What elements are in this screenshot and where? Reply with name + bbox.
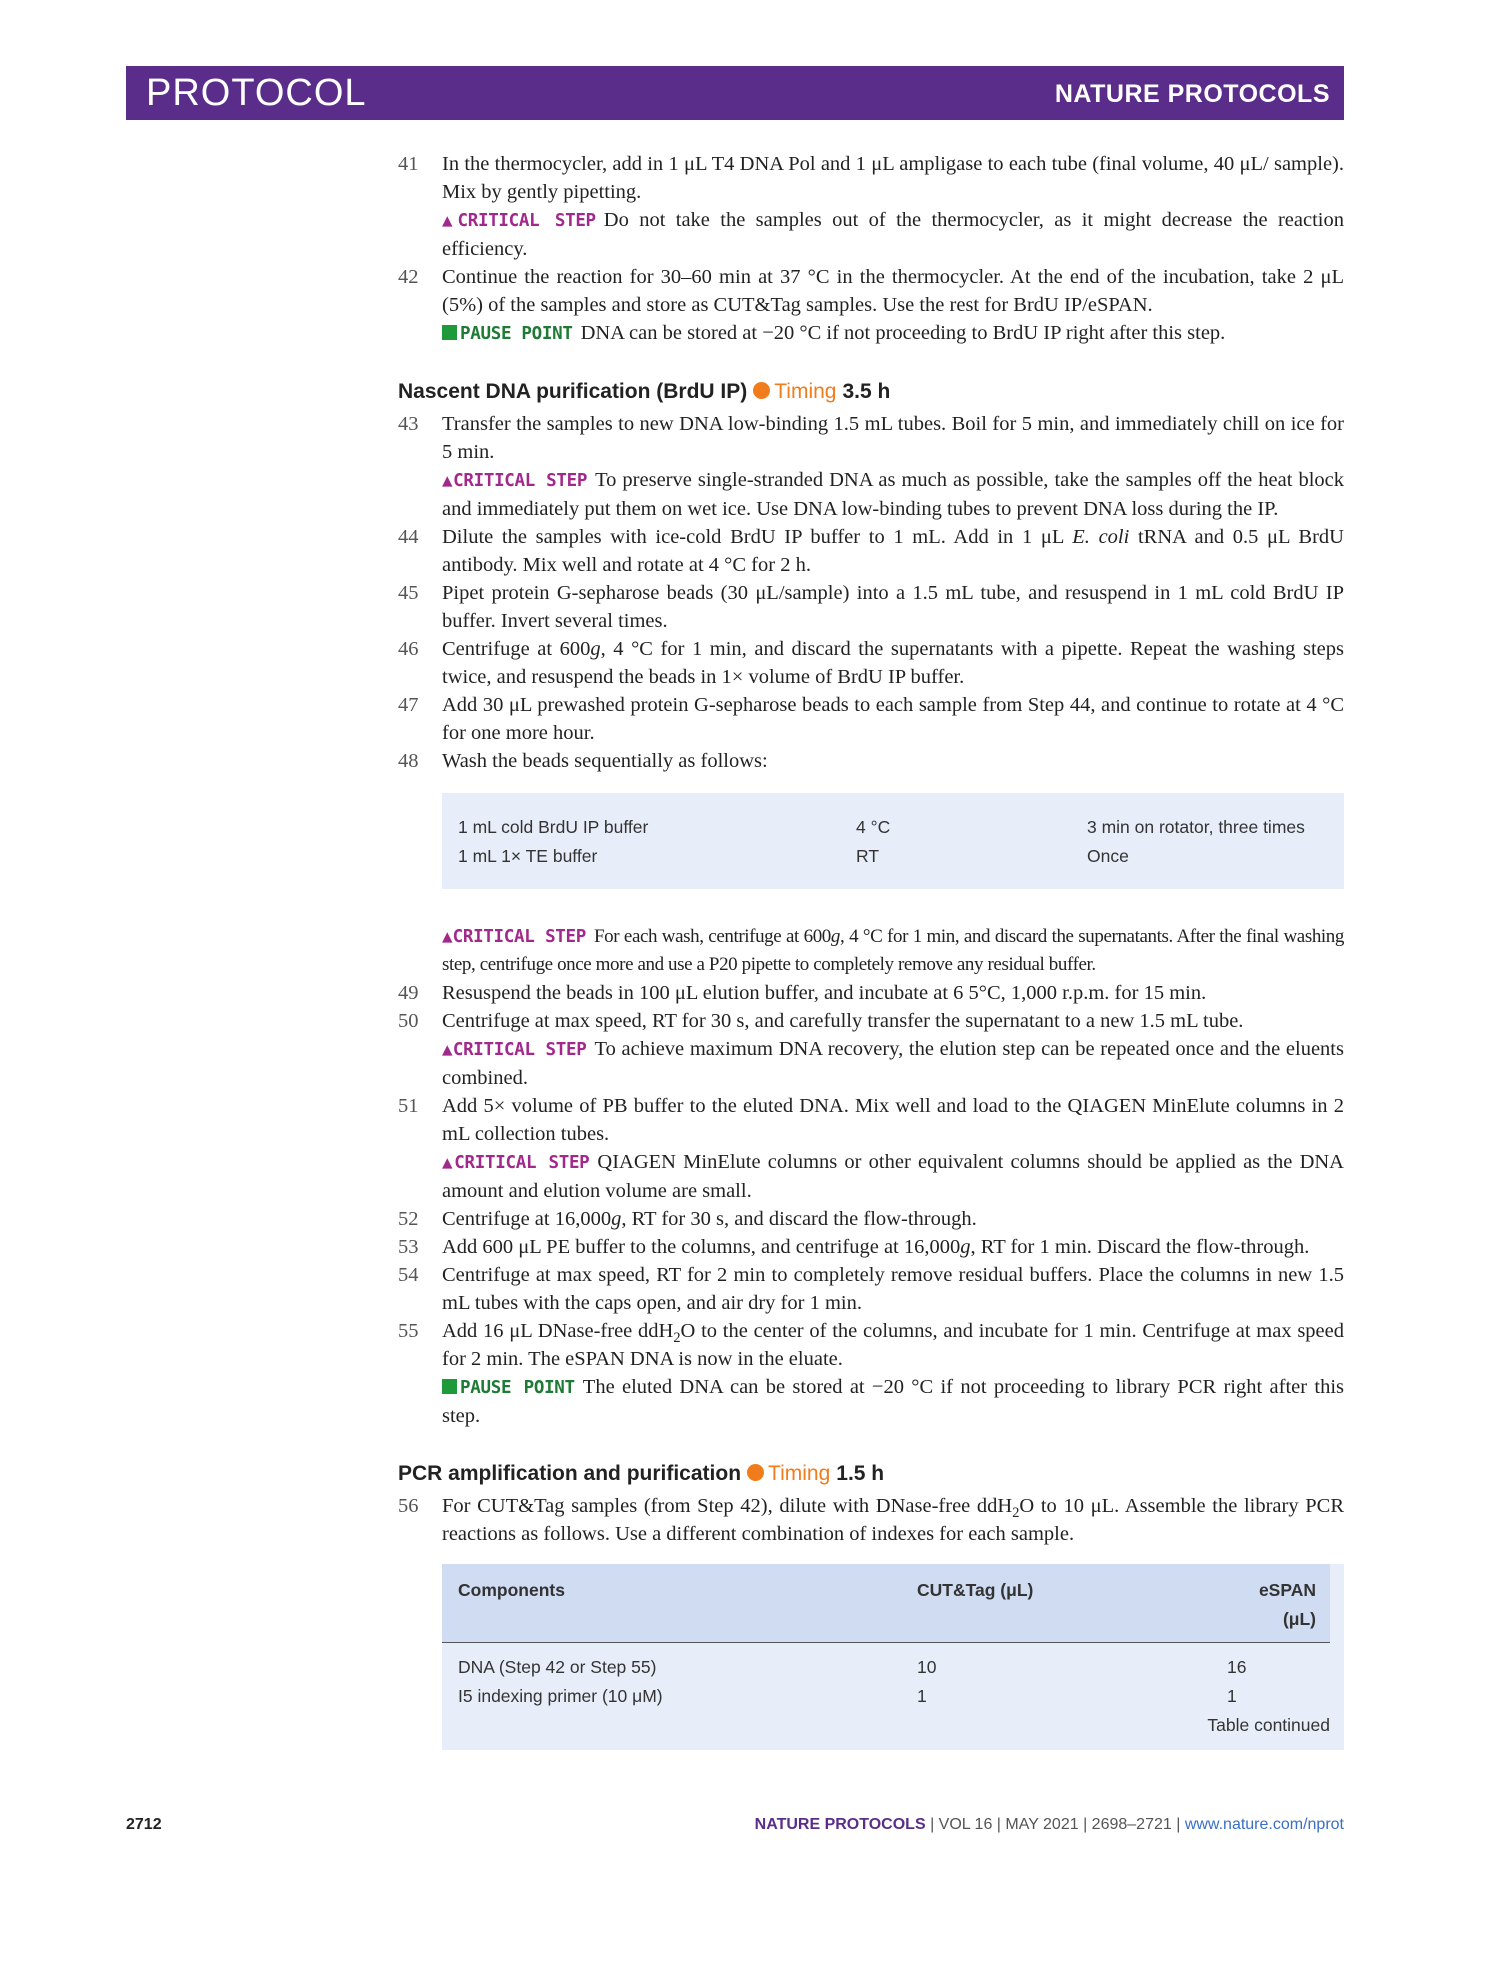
table-cell: Once (1087, 846, 1129, 866)
table-cell: 1 mL cold BrdU IP buffer (458, 817, 649, 837)
step-text: Centrifuge at 16,000g, RT for 30 s, and discard the flow-through. (442, 1208, 977, 1230)
step-52 (398, 1205, 1344, 1233)
step-text: Transfer the samples to new DNA low-binding 1.5 mL tubes. Boil for 5 min, and immediately chill on ice for 5 min. (442, 413, 1344, 463)
step-number: 52 (398, 1208, 419, 1230)
timing-dot-icon (747, 1464, 764, 1481)
table-cell: I5 indexing primer (10 μM) (458, 1686, 663, 1706)
step-48-critical (398, 923, 1344, 979)
table-row (458, 813, 1328, 842)
critical-step: ▲CRITICAL STEP For each wash, centrifuge at 600g, 4 °C for 1 min, and discard the supernatants. After the final washing step, centrifuge once more and use a P20 pipette to completely remove any residual buffer. (442, 926, 1344, 975)
critical-step: ▲CRITICAL STEP QIAGEN MinElute columns or other equivalent columns should be applied as the DNA amount and elution volume are small. (442, 1151, 1344, 1202)
step-text: Dilute the samples with ice-cold BrdU IP buffer to 1 mL. Add in 1 μL E. coli tRNA and 0.5 μL BrdU antibody. Mix well and rotate at 4 °C for 2 h. (442, 526, 1344, 576)
triangle-icon: ▲ (442, 211, 458, 231)
critical-label: ▲CRITICAL STEP (442, 927, 587, 947)
table-cell: 1 (917, 1686, 927, 1706)
step-47 (398, 691, 1344, 747)
step-53 (398, 1233, 1344, 1261)
square-icon (442, 325, 457, 340)
header-cuttag: CUT&Tag (μL) (917, 1580, 1034, 1600)
step-text: Wash the beads sequentially as follows: (442, 750, 768, 772)
step-43 (398, 410, 1344, 523)
step-text: In the thermocycler, add in 1 μL T4 DNA Pol and 1 μL ampligase to each tube (final volume, 40 μL/ sample). Mix by gently pipetting. (442, 153, 1344, 203)
main-content (398, 150, 1344, 1750)
step-text: Add 30 μL prewashed protein G-sepharose beads to each sample from Step 44, and continue to rotate at 4 °C for one more hour. (442, 694, 1344, 744)
step-45 (398, 579, 1344, 635)
table-header (442, 1564, 1330, 1643)
step-49 (398, 979, 1344, 1007)
header-banner (126, 66, 1344, 120)
step-number: 51 (398, 1095, 419, 1117)
critical-label: ▲CRITICAL STEP (442, 471, 588, 491)
timing-dot-icon (753, 382, 770, 399)
header-espan: eSPAN (μL) (1258, 1580, 1316, 1629)
step-50 (398, 1007, 1344, 1092)
step-54 (398, 1261, 1344, 1317)
pause-label: PAUSE POINT (442, 1378, 575, 1398)
table-row (458, 1682, 1330, 1711)
table-cell: 1 (1227, 1686, 1237, 1706)
critical-label: ▲CRITICAL STEP (442, 1040, 587, 1060)
step-number: 47 (398, 694, 419, 716)
header-protocol: PROTOCOL (146, 72, 367, 114)
step-number: 41 (398, 153, 419, 175)
footer-url[interactable]: www.nature.com/nprot (1184, 1816, 1344, 1833)
table-cell: 16 (1227, 1657, 1247, 1677)
section-pcr: PCR amplification and purification Timing 1.5 h (398, 1462, 885, 1485)
step-text: Add 16 μL DNase-free ddH$_2$O to the center of the columns, and incubate for 1 min. Centrifuge at max speed for 2 min. The eSPAN DNA is now in the eluate. (442, 1320, 1345, 1370)
step-46 (398, 635, 1344, 691)
step-text: Resuspend the beads in 100 μL elution buffer, and incubate at 6 5°C, 1,000 r.p.m. for 15 min. (442, 982, 1207, 1004)
step-number: 55 (398, 1320, 419, 1342)
step-55 (398, 1317, 1344, 1430)
step-number: 42 (398, 266, 419, 288)
table-cell: 3 min on rotator, three times (1087, 817, 1305, 837)
step-44 (398, 523, 1344, 579)
pause-point: PAUSE POINT DNA can be stored at −20 °C if not proceeding to BrdU IP right after this step. (442, 319, 1344, 348)
step-48 (398, 747, 1344, 775)
wash-table (442, 793, 1344, 889)
step-number: 43 (398, 413, 419, 435)
table-cell: DNA (Step 42 or Step 55) (458, 1657, 657, 1677)
step-text: Centrifuge at 600g, 4 °C for 1 min, and discard the supernatants with a pipette. Repeat the washing steps twice, and resuspend the beads in 1× volume of BrdU IP buffer. (442, 638, 1344, 688)
step-text: Centrifuge at max speed, RT for 2 min to completely remove residual buffers. Place the columns in new 1.5 mL tubes with the caps open, and air dry for 1 min. (442, 1264, 1344, 1314)
section-nascent: Nascent DNA purification (BrdU IP) Timing 3.5 h (398, 380, 891, 403)
table-continued: Table continued (1207, 1715, 1330, 1735)
triangle-icon: ▲ (442, 1040, 453, 1060)
step-text: Add 600 μL PE buffer to the columns, and centrifuge at 16,000g, RT for 1 min. Discard the flow-through. (442, 1236, 1310, 1258)
triangle-icon: ▲ (442, 927, 453, 947)
table-row (458, 842, 1328, 871)
footer-journal: NATURE PROTOCOLS (754, 1816, 926, 1833)
step-number: 54 (398, 1264, 419, 1286)
step-text: Add 5× volume of PB buffer to the eluted DNA. Mix well and load to the QIAGEN MinElute columns in 2 mL collection tubes. (442, 1095, 1344, 1145)
critical-step: ▲CRITICAL STEP To achieve maximum DNA recovery, the elution step can be repeated once and the eluents combined. (442, 1038, 1344, 1089)
step-number: 49 (398, 982, 419, 1004)
step-text: For CUT&Tag samples (from Step 42), dilute with DNase-free ddH$_2$O to 10 μL. Assemble the library PCR reactions as follows. Use a different combination of indexes for each sample. (442, 1495, 1344, 1545)
table-row (458, 1653, 1330, 1682)
critical-label: ▲CRITICAL STEP (442, 211, 596, 231)
step-number: 50 (398, 1010, 419, 1032)
step-text: Pipet protein G-sepharose beads (30 μL/sample) into a 1.5 mL tube, and resuspend in 1 mL cold BrdU IP buffer. Invert several times. (442, 582, 1344, 632)
critical-step: ▲CRITICAL STEP Do not take the samples out of the thermocycler, as it might decrease the reaction efficiency. (442, 209, 1344, 260)
critical-step: ▲CRITICAL STEP To preserve single-stranded DNA as much as possible, take the samples off the heat block and immediately put them on wet ice. Use DNA low-binding tubes to prevent DNA loss during the IP. (442, 469, 1344, 520)
step-41 (398, 150, 1344, 263)
step-number: 45 (398, 582, 419, 604)
footer-citation (755, 1816, 1344, 1834)
pcr-table (442, 1564, 1344, 1750)
table-cell: 4 °C (856, 817, 891, 837)
table-cell: RT (856, 846, 880, 866)
table-body (442, 1643, 1344, 1750)
critical-label: ▲CRITICAL STEP (442, 1153, 590, 1173)
page-number: 2712 (126, 1816, 162, 1833)
pause-point: PAUSE POINT The eluted DNA can be stored at −20 °C if not proceeding to library PCR right after this step. (442, 1376, 1344, 1427)
step-56 (398, 1492, 1344, 1548)
triangle-icon: ▲ (442, 471, 454, 491)
square-icon (442, 1379, 457, 1394)
triangle-icon: ▲ (442, 1153, 455, 1173)
step-number: 56 (398, 1495, 419, 1517)
table-cell: 10 (917, 1657, 937, 1677)
header-components: Components (458, 1580, 565, 1600)
table-cell: 1 mL 1× TE buffer (458, 846, 598, 866)
step-number: 46 (398, 638, 419, 660)
step-51 (398, 1092, 1344, 1205)
step-number: 53 (398, 1236, 419, 1258)
footer-volume: | VOL 16 | MAY 2021 | 2698–2721 | (930, 1816, 1181, 1833)
step-text: Continue the reaction for 30–60 min at 37 °C in the thermocycler. At the end of the incubation, take 2 μL (5%) of the samples and store as CUT&Tag samples. Use the rest for BrdU IP/eSPAN. (442, 266, 1344, 316)
pause-label: PAUSE POINT (442, 324, 573, 344)
step-text: Centrifuge at max speed, RT for 30 s, and carefully transfer the supernatant to a new 1.5 mL tube. (442, 1010, 1244, 1032)
step-42 (398, 263, 1344, 348)
step-number: 44 (398, 526, 419, 548)
header-journal: NATURE PROTOCOLS (1054, 80, 1330, 108)
step-number: 48 (398, 750, 419, 772)
